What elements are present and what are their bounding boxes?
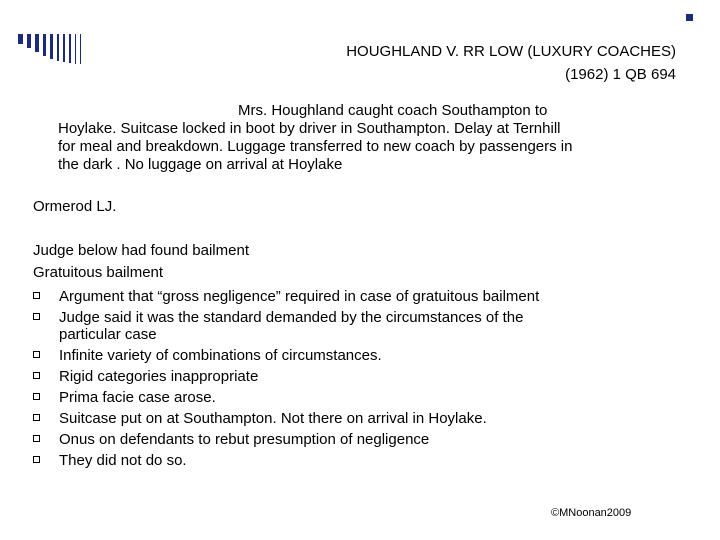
decor-bar [57,34,59,61]
decor-bar [69,34,71,63]
square-bullet-icon [33,313,40,320]
bullet-text: Prima facie case arose. [59,389,216,406]
square-bullet-icon [33,351,40,358]
bullet-item [33,309,693,343]
bullet-text: Suitcase put on at Southampton. Not there on arrival in Hoylake. [59,410,487,427]
decor-bar [35,34,39,52]
body-line: Judge below had found bailment [33,242,249,259]
bullet-item [33,410,693,427]
bullet-item [33,347,693,364]
case-summary [58,102,688,174]
bullet-text: Onus on defendants to rebut presumption of negligence [59,431,430,448]
square-bullet-icon [33,292,40,299]
bullet-item [33,431,693,448]
decor-bar [27,34,31,48]
title-line: (1962) 1 QB 694 [565,66,676,83]
title-line: HOUGHLAND V. RR LOW (LUXURY COACHES) [346,43,676,60]
summary-line: Mrs. Houghland caught coach Southampton to [238,102,548,119]
copyright-footer: ©MNoonan2009 [551,507,632,519]
summary-line: for meal and breakdown. Luggage transferred to new coach by passengers in [58,138,573,155]
square-bullet-icon [33,456,40,463]
bullet-text: Rigid categories inappropriate [59,368,259,385]
body-line: Gratuitous bailment [33,264,164,281]
bullet-item [33,389,693,406]
decor-bar [63,34,65,62]
bullet-text: Argument that “gross negligence” required in case of gratuitous bailment [59,288,540,305]
decor-bar [50,34,53,59]
bullet-text: Infinite variety of combinations of circumstances. [59,347,382,364]
bullet-item [33,452,693,469]
bullet-text: They did not do so. [59,452,187,469]
decor-bar [80,34,81,64]
bullet-text: particular case [59,326,157,343]
bullet-text: Judge said it was the standard demanded by the circumstances of the [59,309,524,326]
square-bullet-icon [33,393,40,400]
summary-line: the dark . No luggage on arrival at Hoylake [58,156,343,173]
bullet-item [33,368,693,385]
decor-bar [43,34,46,56]
bullet-item [33,288,693,305]
slide-title [156,40,676,86]
decor-bar [75,34,76,64]
square-bullet-icon [33,372,40,379]
judgment-points [33,240,693,469]
square-bullet-icon [33,435,40,442]
corner-square [686,14,693,21]
summary-line: Hoylake. Suitcase locked in boot by driver in Southampton. Delay at Ternhill [58,120,561,137]
decor-bar [18,34,23,44]
judge-name: Ormerod LJ. [33,198,117,215]
square-bullet-icon [33,414,40,421]
